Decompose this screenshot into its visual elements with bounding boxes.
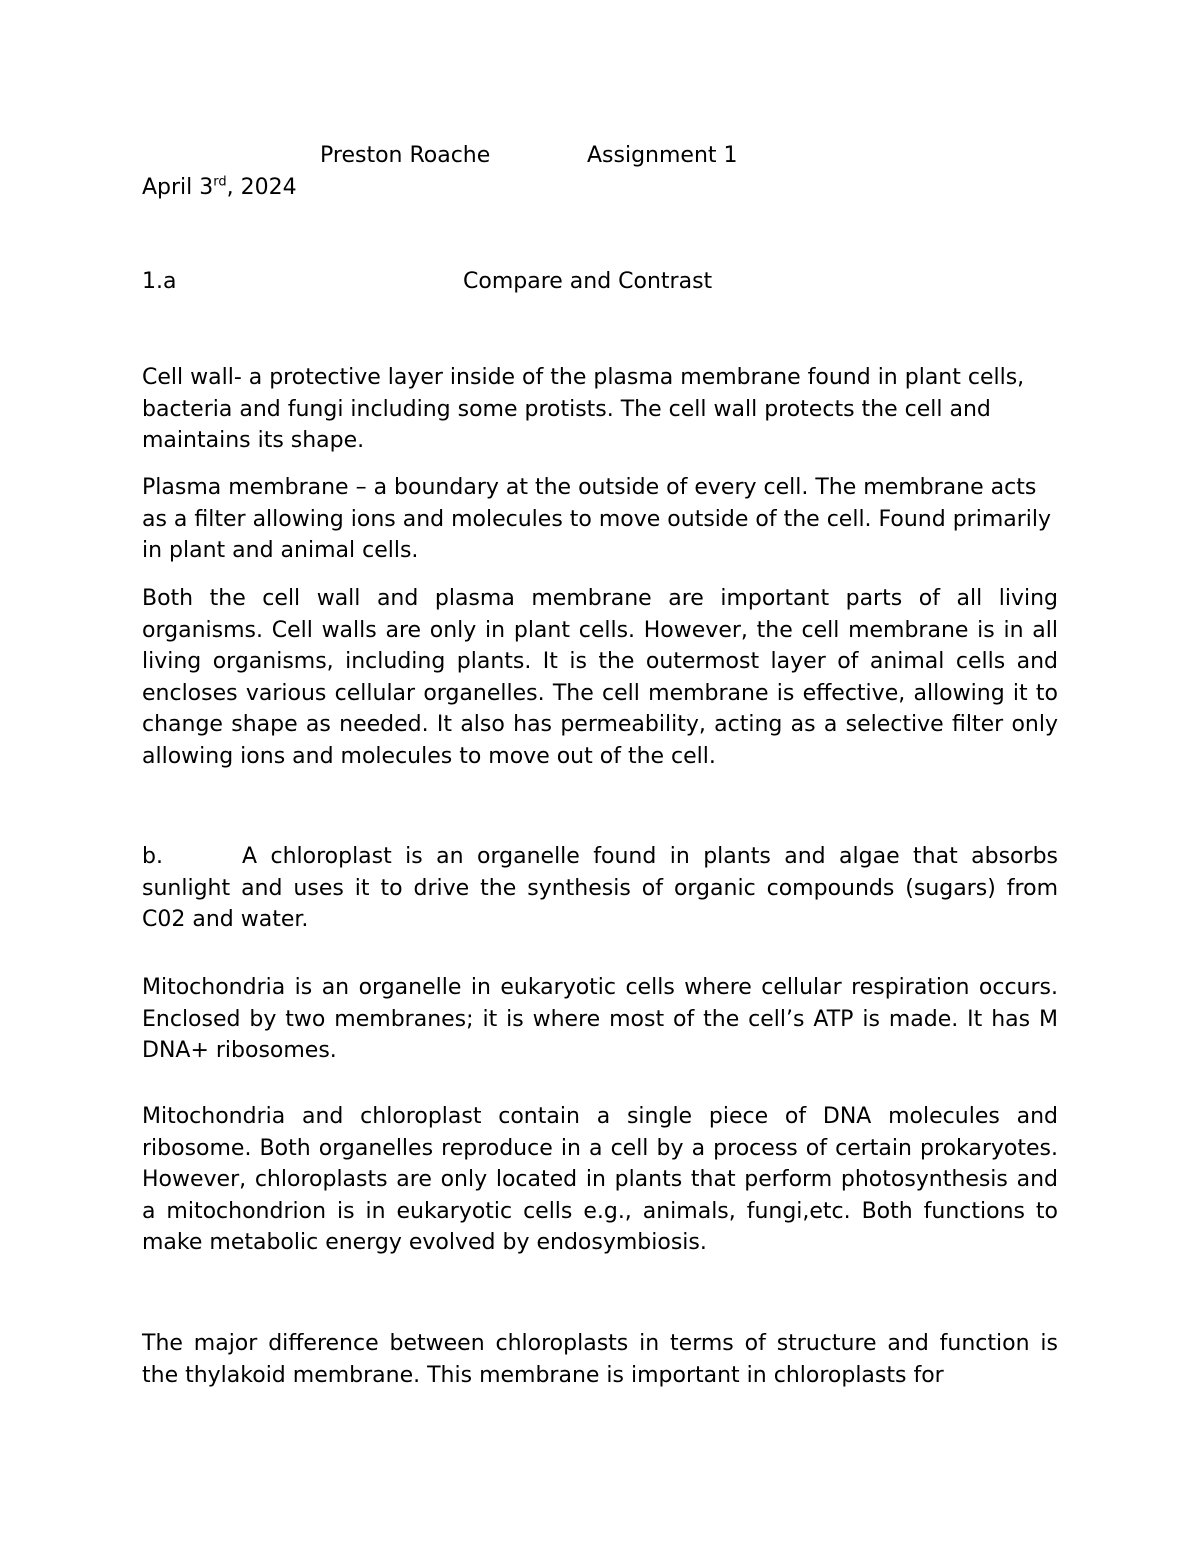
paragraph-comparison-membrane-wall: Both the cell wall and plasma membrane are important parts of all living organisms. Cell walls are only in plant cells. However, the cell membrane is in all living organisms, including plants. It is the outermost layer of animal cells and encloses various cellular organelles. The cell membrane is effective, allowing it to change shape as needed. It also has permeability, acting as a selective filter only allowing ions and molecules to move out of the cell. (142, 586, 1058, 769)
assignment-title: Assignment 1 (587, 143, 738, 168)
paragraph-difference: The major difference between chloroplasts in terms of structure and function is the thylakoid membrane. This membrane is important in chloroplasts for (142, 1331, 1058, 1388)
paragraph-mitochondria: Mitochondria is an organelle in eukaryotic cells where cellular respiration occurs. Enclosed by two membranes; it is where most of the cell’s ATP is made. It has M DNA+ ribosomes. (142, 975, 1058, 1064)
section-heading: Compare and Contrast (463, 269, 713, 294)
paragraph-comparison-organelles: Mitochondria and chloroplast contain a single piece of DNA molecules and ribosome. Both organelles reproduce in a cell by a process of certain prokaryotes. However, chloroplasts are only located in plants that perform photosynthesis and a mitochondrion is in eukaryotic cells e.g., animals, fungi,etc. Both functions to make metabolic energy evolved by endosymbiosis. (142, 1104, 1058, 1256)
date-suffix: , 2024 (226, 175, 297, 200)
section-label-b: b. (142, 844, 163, 869)
chloroplast-text: A chloroplast is an organelle found in plants and algae that absorbs sunlight and uses it to drive the synthesis of organic compounds (sugars) from C02 and water. (142, 844, 1058, 933)
date-prefix: April 3 (142, 175, 214, 200)
section-label-1a: 1.a (142, 269, 177, 294)
paragraph-plasma-membrane: Plasma membrane – a boundary at the outside of every cell. The membrane acts as a filter allowing ions and molecules to move outside of the cell. Found primarily in plant and animal cells. (142, 475, 1052, 564)
paragraph-cell-wall: Cell wall- a protective layer inside of the plasma membrane found in plant cells, bacteria and fungi including some protists. The cell wall protects the cell and maintains its shape. (142, 365, 1025, 454)
author-name: Preston Roache (320, 143, 491, 168)
date-ordinal: rd (213, 174, 227, 190)
paragraph-chloroplast (142, 841, 1058, 936)
date-line (142, 173, 297, 203)
